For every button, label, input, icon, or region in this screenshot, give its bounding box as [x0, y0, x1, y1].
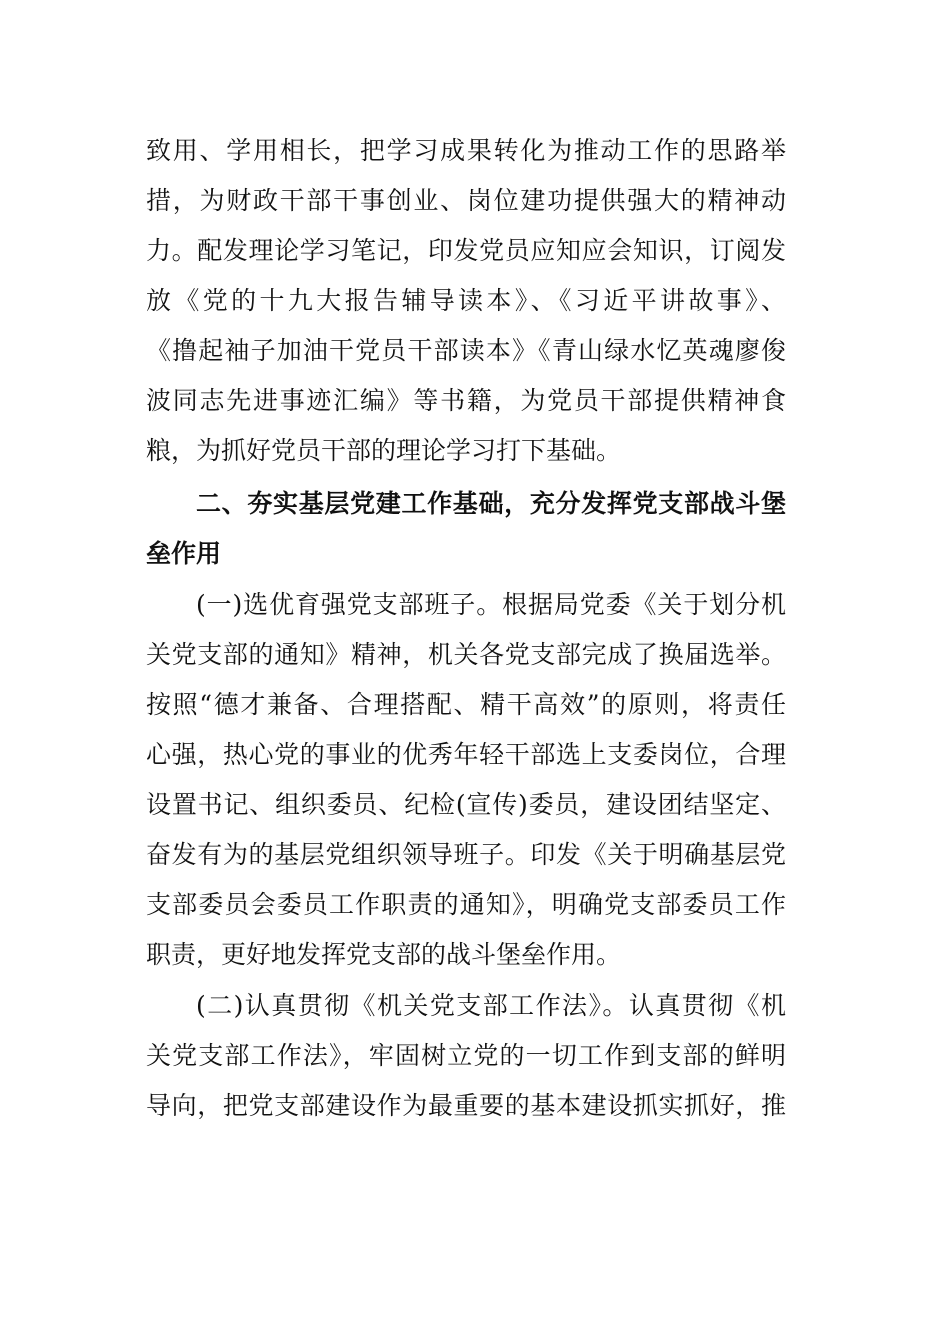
text-line: 关党支部的通知》精神，机关各党支部完成了换届选举。 — [146, 640, 786, 669]
heading-line: 二、夯实基层党建工作基础，充分发挥党支部战斗堡 — [196, 489, 786, 518]
text-line: (一)选优育强党支部班子。根据局党委《关于划分机 — [196, 590, 786, 619]
text-line: 职责，更好地发挥党支部的战斗堡垒作用。 — [146, 940, 622, 969]
text-line: 支部委员会委员工作职责的通知》，明确党支部委员工作 — [146, 890, 786, 919]
text-line: 导向，把党支部建设作为最重要的基本建设抓实抓好，推 — [146, 1091, 786, 1120]
section-heading-2 — [146, 479, 786, 579]
text-line: 致用、学用相长，把学习成果转化为推动工作的思路举 — [146, 136, 786, 165]
paragraph-branch-team — [146, 580, 786, 980]
text-line: 《撸起袖子加油干党员干部读本》《青山绿水忆英魂廖俊 — [146, 336, 786, 365]
text-line: 奋发有为的基层党组织领导班子。印发《关于明确基层党 — [146, 840, 786, 869]
text-line: 关党支部工作法》，牢固树立党的一切工作到支部的鲜明 — [146, 1041, 786, 1070]
text-line: 放《党的十九大报告辅导读本》、《习近平讲故事》、 — [146, 286, 786, 315]
heading-line: 垒作用 — [146, 539, 222, 568]
text-line: (二)认真贯彻《机关党支部工作法》。认真贯彻《机 — [196, 991, 786, 1020]
paragraph-branch-work-method — [146, 981, 786, 1131]
paragraph-study-materials — [146, 126, 786, 476]
text-line: 设置书记、组织委员、纪检(宣传)委员，建设团结坚定、 — [146, 790, 786, 819]
text-line: 心强，热心党的事业的优秀年轻干部选上支委岗位，合理 — [146, 740, 786, 769]
text-line: 按照“德才兼备、合理搭配、精干高效”的原则，将责任 — [146, 690, 786, 719]
text-line: 波同志先进事迹汇编》等书籍，为党员干部提供精神食 — [146, 386, 786, 415]
text-line: 措，为财政干部干事创业、岗位建功提供强大的精神动 — [146, 186, 786, 215]
text-line: 力。配发理论学习笔记，印发党员应知应会知识，订阅发 — [146, 236, 786, 265]
text-line: 粮，为抓好党员干部的理论学习打下基础。 — [146, 436, 622, 465]
